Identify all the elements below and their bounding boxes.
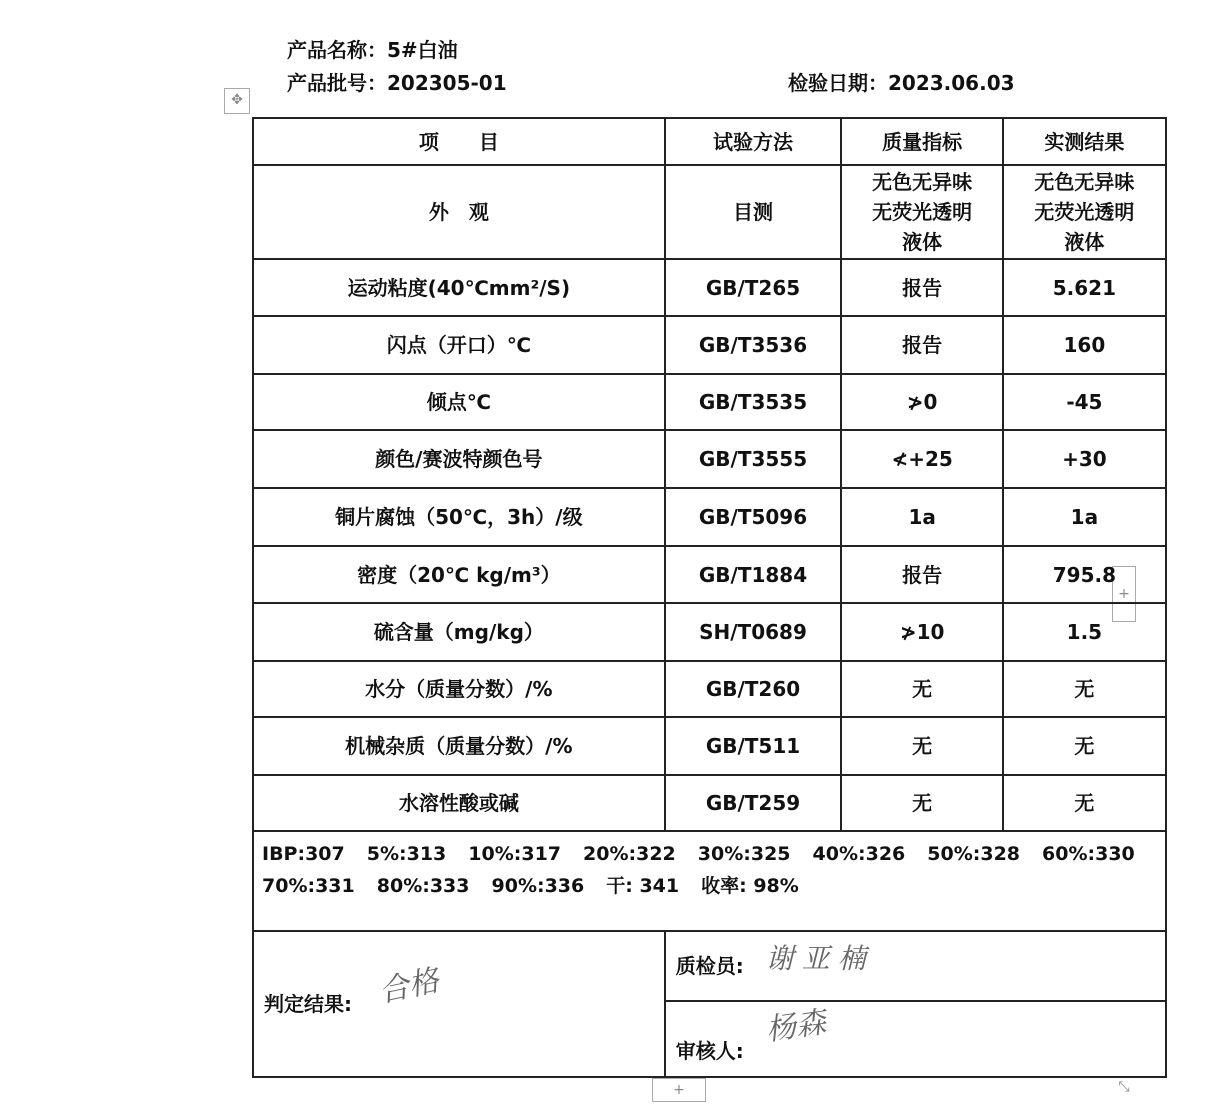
method-cell: SH/T0689 <box>665 603 842 661</box>
inspector-label: 质检员: <box>675 954 744 978</box>
distillation-point: 80%:333 <box>376 875 470 897</box>
result-cell: 1a <box>1003 488 1166 546</box>
item-cell: 外 观 <box>253 165 665 259</box>
verdict-signature: 合格 <box>375 963 442 1010</box>
method-cell: GB/T511 <box>665 717 842 775</box>
item-cell: 铜片腐蚀（50℃，3h）/级 <box>253 488 665 546</box>
method-cell: GB/T3555 <box>665 430 842 488</box>
method-cell: 目测 <box>665 165 842 259</box>
reviewer-signature: 杨森 <box>763 1005 828 1049</box>
item-cell: 颜色/赛波特颜色号 <box>253 430 665 488</box>
add-row-button[interactable]: + <box>652 1078 706 1102</box>
method-cell: GB/T3536 <box>665 316 842 374</box>
distillation-point: 干: 341 <box>606 875 680 897</box>
table-row <box>253 430 1166 488</box>
method-cell: GB/T259 <box>665 775 842 831</box>
spec-cell: 无 <box>841 717 1003 775</box>
result-cell: 无 <box>1003 717 1166 775</box>
distillation-point: 40%:326 <box>812 843 906 865</box>
batch-label: 产品批号： <box>287 71 387 95</box>
date-value: 2023.06.03 <box>888 71 1015 95</box>
spec-cell: 报告 <box>841 316 1003 374</box>
reviewer-label: 审核人: <box>675 1039 744 1063</box>
spec-cell: ≯10 <box>841 603 1003 661</box>
column-header: 实测结果 <box>1003 118 1166 165</box>
batch-number <box>287 67 507 96</box>
item-cell: 闪点（开口）℃ <box>253 316 665 374</box>
table-row <box>253 374 1166 430</box>
inspector-cell <box>665 931 1166 1001</box>
spec-cell: 1a <box>841 488 1003 546</box>
item-cell: 水分（质量分数）/% <box>253 661 665 717</box>
item-cell: 水溶性酸或碱 <box>253 775 665 831</box>
result-cell: 795.8 <box>1003 546 1166 603</box>
spec-cell: 报告 <box>841 546 1003 603</box>
result-cell: 无 <box>1003 661 1166 717</box>
distillation-point: 60%:330 <box>1042 843 1135 865</box>
table-row <box>253 603 1166 661</box>
table-row <box>253 259 1166 316</box>
distillation-point: IBP:307 <box>262 843 345 865</box>
distillation-point: 10%:317 <box>468 843 562 865</box>
distillation-point: 70%:331 <box>262 875 355 897</box>
column-header: 质量指标 <box>841 118 1003 165</box>
distillation-point: 5%:313 <box>366 843 447 865</box>
table-row <box>253 717 1166 775</box>
distillation-point: 30%:325 <box>697 843 791 865</box>
spec-cell: ≮+25 <box>841 430 1003 488</box>
item-cell: 运动粘度(40℃mm²/S) <box>253 259 665 316</box>
verdict-cell <box>253 931 665 1077</box>
batch-value: 202305-01 <box>387 71 507 95</box>
inspector-signature: 谢亚楠 <box>765 942 874 975</box>
reviewer-cell <box>665 1001 1166 1077</box>
product-name-label: 产品名称： <box>287 38 387 62</box>
distillation-point: 20%:322 <box>583 843 676 865</box>
result-cell: 1.5 <box>1003 603 1166 661</box>
table-row <box>253 165 1166 259</box>
table-row <box>253 661 1166 717</box>
table-resize-handle[interactable]: ⤡ <box>1112 1076 1136 1100</box>
spec-cell: 无 <box>841 775 1003 831</box>
method-cell: GB/T260 <box>665 661 842 717</box>
table-row <box>253 775 1166 831</box>
spec-cell: 报告 <box>841 259 1003 316</box>
distillation-point: 收率: 98% <box>701 875 799 897</box>
result-cell: 160 <box>1003 316 1166 374</box>
date-label: 检验日期： <box>788 71 888 95</box>
result-cell: +30 <box>1003 430 1166 488</box>
table-move-handle[interactable]: ✥ <box>224 88 250 114</box>
spec-cell: 无 <box>841 661 1003 717</box>
method-cell: GB/T5096 <box>665 488 842 546</box>
distillation-point: 90%:336 <box>491 875 585 897</box>
spec-cell: ≯0 <box>841 374 1003 430</box>
method-cell: GB/T3535 <box>665 374 842 430</box>
item-cell: 硫含量（mg/kg） <box>253 603 665 661</box>
test-report-table <box>252 117 1167 1078</box>
product-name <box>287 34 458 63</box>
table-row <box>253 546 1166 603</box>
result-cell: 无 <box>1003 775 1166 831</box>
spec-cell: 无色无异味 无荧光透明 液体 <box>841 165 1003 259</box>
table-row <box>253 488 1166 546</box>
result-cell: -45 <box>1003 374 1166 430</box>
verdict-label: 判定结果: <box>264 992 352 1016</box>
add-column-button[interactable]: + <box>1112 566 1136 622</box>
item-cell: 密度（20℃ kg/m³） <box>253 546 665 603</box>
method-cell: GB/T1884 <box>665 546 842 603</box>
result-cell: 无色无异味 无荧光透明 液体 <box>1003 165 1166 259</box>
distillation-cell <box>253 831 1166 931</box>
item-cell: 倾点℃ <box>253 374 665 430</box>
item-cell: 机械杂质（质量分数）/% <box>253 717 665 775</box>
table-row <box>253 316 1166 374</box>
result-cell: 5.621 <box>1003 259 1166 316</box>
column-header: 项 目 <box>253 118 665 165</box>
method-cell: GB/T265 <box>665 259 842 316</box>
product-name-value: 5#白油 <box>387 38 458 62</box>
header-row <box>253 118 1166 165</box>
distillation-point: 50%:328 <box>927 843 1021 865</box>
inspection-date <box>788 67 1015 96</box>
column-header: 试验方法 <box>665 118 842 165</box>
